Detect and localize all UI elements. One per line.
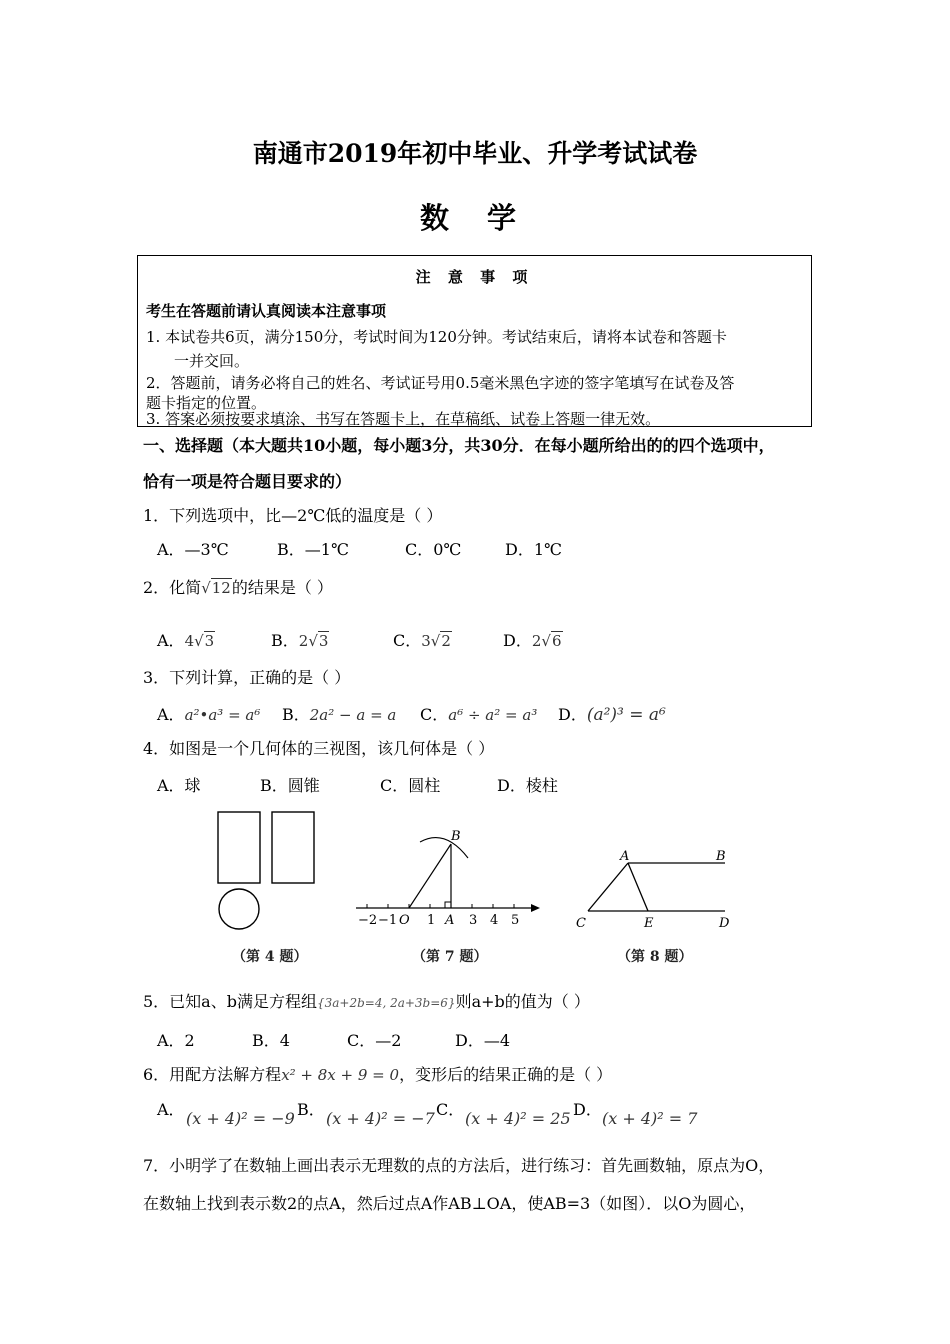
q4-option-c: C．圆柱	[380, 776, 441, 795]
q1-option-a: A．—3℃	[157, 540, 229, 559]
q2-option-b-coef: 2	[298, 632, 309, 650]
fig4-side-view	[272, 812, 314, 883]
q3-option-c-label: C．	[420, 705, 449, 724]
q1-option-b: B．—1℃	[277, 540, 349, 559]
fig8-label-d: D	[719, 916, 730, 931]
q6-option-b-label: B．	[297, 1100, 325, 1119]
q3-option-c-expr: a⁶ ÷ a² = a³	[448, 706, 538, 724]
q6-option-d-expr: (x + 4)² = 7	[602, 1109, 698, 1128]
section-heading-line1: 一、选择题（本大题共10小题，每小题3分，共30分．在每小题所给出的的四个选项中，	[143, 436, 775, 455]
q2-radicand: 12	[211, 579, 231, 597]
notice-item-3: 3. 答案必须按要求填涂、书写在答题卡上，在草稿纸、试卷上答题一律无效。	[146, 410, 661, 428]
fig7-label-a: A	[445, 913, 455, 928]
q6-stem-pre: 6．用配方法解方程	[143, 1065, 282, 1084]
fig7-label-b: B	[451, 829, 461, 844]
notice-item-1: 1. 本试卷共6页，满分150分，考试时间为120分钟。考试结束后，请将本试卷和答题卡	[146, 328, 727, 346]
fig7-tick-5: 5	[511, 913, 520, 928]
q2-option-c-label: C．	[393, 631, 422, 650]
q6-option-a-expr: (x + 4)² = −9	[186, 1109, 295, 1128]
q2-stem-post: 的结果是（ ）	[231, 578, 333, 597]
fig4-front-view	[218, 812, 260, 883]
fig7-arrow	[531, 904, 540, 912]
q5-option-a: A．2	[157, 1031, 195, 1050]
q5-stem-pre: 5．已知a、b满足方程组	[143, 992, 317, 1011]
fig8-line-ac	[588, 863, 628, 911]
fig7-tick-neg1: −1	[378, 913, 398, 928]
q2-option-a-rad: 3	[204, 632, 215, 650]
q4-option-a: A．球	[157, 776, 201, 795]
q2-option-d-coef: 2	[531, 632, 542, 650]
notice-box	[137, 255, 812, 427]
q3-stem: 3．下列计算，正确的是（ ）	[143, 668, 351, 687]
q6-stem	[143, 1062, 612, 1085]
q5-equation-system: {3a+2b=4, 2a+3b=6}	[316, 996, 456, 1010]
fig8-label-c: C	[576, 916, 586, 931]
notice-item-2-cont: 题卡指定的位置。	[146, 394, 267, 412]
q3-option-a-label: A．	[157, 705, 185, 724]
q2-option-c-rad: 2	[441, 632, 451, 650]
q2-radical: √12	[201, 579, 231, 597]
fig7-tick-3: 3	[469, 913, 478, 928]
q3-option-d-label: D．	[558, 705, 587, 724]
fig7-right-angle	[445, 902, 451, 908]
q2-option-b-rad: 3	[318, 632, 329, 650]
fig8-caption: （第 8 题）	[617, 949, 693, 965]
q4-option-b: B．圆锥	[260, 776, 320, 795]
q2-option-c: C．3√2	[393, 631, 451, 650]
fig8-line-ae	[628, 863, 648, 911]
q5-stem-post: 则a+b的值为（ ）	[455, 992, 590, 1011]
q2-option-d: D．2√6	[503, 631, 562, 650]
fig7-label-o: O	[399, 913, 410, 928]
q3-option-a-expr: a²•a³ = a⁶	[184, 706, 261, 724]
q3-option-c	[420, 702, 537, 725]
q2-option-b-label: B．	[271, 631, 299, 650]
q3-option-b-label: B．	[282, 705, 310, 724]
q3-option-d	[558, 702, 666, 725]
q4-option-d: D．棱柱	[497, 776, 558, 795]
q6-equation: x² + 8x + 9 = 0	[281, 1066, 400, 1084]
q5-stem	[143, 989, 590, 1012]
q2-option-a-label: A．	[157, 631, 185, 650]
notice-item-2: 2．答题前，请务必将自己的姓名、考试证号用0.5毫米黑色字迹的签字笔填写在试卷及答	[146, 374, 735, 392]
subject-title: 数 学	[419, 201, 531, 235]
q6-option-a-label: A．	[157, 1100, 185, 1119]
fig4-caption: （第 4 题）	[232, 949, 308, 965]
q1-option-c: C．0℃	[405, 540, 462, 559]
q5-option-c: C．—2	[347, 1031, 402, 1050]
q1-stem: 1．下列选项中，比—2℃低的温度是（ ）	[143, 506, 443, 525]
q3-option-a	[157, 702, 260, 725]
exam-title: 南通市2019年初中毕业、升学考试试卷	[252, 139, 698, 168]
q6-option-b-expr: (x + 4)² = −7	[326, 1109, 435, 1128]
section-heading-line2: 恰有一项是符合题目要求的）	[143, 472, 352, 491]
fig7-segment-ob	[409, 844, 451, 908]
q2-option-a-coef: 4	[184, 632, 195, 650]
q3-option-b-expr: 2a² − a = a	[309, 706, 397, 724]
fig8-label-e: E	[644, 916, 654, 931]
q2-option-d-label: D．	[503, 631, 532, 650]
q4-stem: 4．如图是一个几何体的三视图，该几何体是（ ）	[143, 739, 495, 758]
q1-option-d: D．1℃	[505, 540, 562, 559]
fig8-label-b: B	[716, 849, 726, 864]
q6-option-c-label: C．	[436, 1100, 465, 1119]
fig7-tick-1: 1	[427, 913, 436, 928]
notice-item-1-cont: 一并交回。	[174, 352, 250, 370]
q6-stem-post: ，变形后的结果正确的是（ ）	[399, 1065, 613, 1084]
fig4-top-view	[219, 889, 259, 929]
q2-stem-pre: 2．化简	[143, 578, 202, 597]
q7-line1: 7．小明学了在数轴上画出表示无理数的点的方法后，进行练习：首先画数轴，原点为O，	[143, 1156, 775, 1175]
q6-option-d-label: D．	[573, 1100, 602, 1119]
notice-intro: 考生在答题前请认真阅读本注意事项	[146, 302, 387, 320]
figure-4	[210, 805, 320, 965]
fig7-tick-4: 4	[490, 913, 499, 928]
q6-option-c-expr: (x + 4)² = 25	[465, 1109, 571, 1128]
q3-option-d-expr: (a²)³ = a⁶	[586, 705, 666, 725]
figure-8	[570, 845, 740, 935]
q7-line2: 在数轴上找到表示数2的点A，然后过点A作AB⊥OA，使AB=3（如图）．以O为圆心，	[143, 1194, 756, 1213]
q2-option-a: A．4√3	[157, 631, 215, 650]
q2-option-c-coef: 3	[421, 632, 431, 650]
q5-option-b: B．4	[252, 1031, 290, 1050]
fig7-tick-neg2: −2	[358, 913, 378, 928]
fig7-caption: （第 7 题）	[412, 949, 488, 965]
q2-stem	[143, 575, 333, 598]
figure-7	[350, 820, 545, 932]
q5-option-d: D．—4	[455, 1031, 511, 1050]
q3-option-b	[282, 702, 396, 725]
notice-heading: 注 意 事 项	[415, 268, 534, 286]
q2-option-d-rad: 6	[551, 632, 562, 650]
q2-option-b: B．2√3	[271, 631, 329, 650]
fig8-label-a: A	[620, 849, 630, 864]
